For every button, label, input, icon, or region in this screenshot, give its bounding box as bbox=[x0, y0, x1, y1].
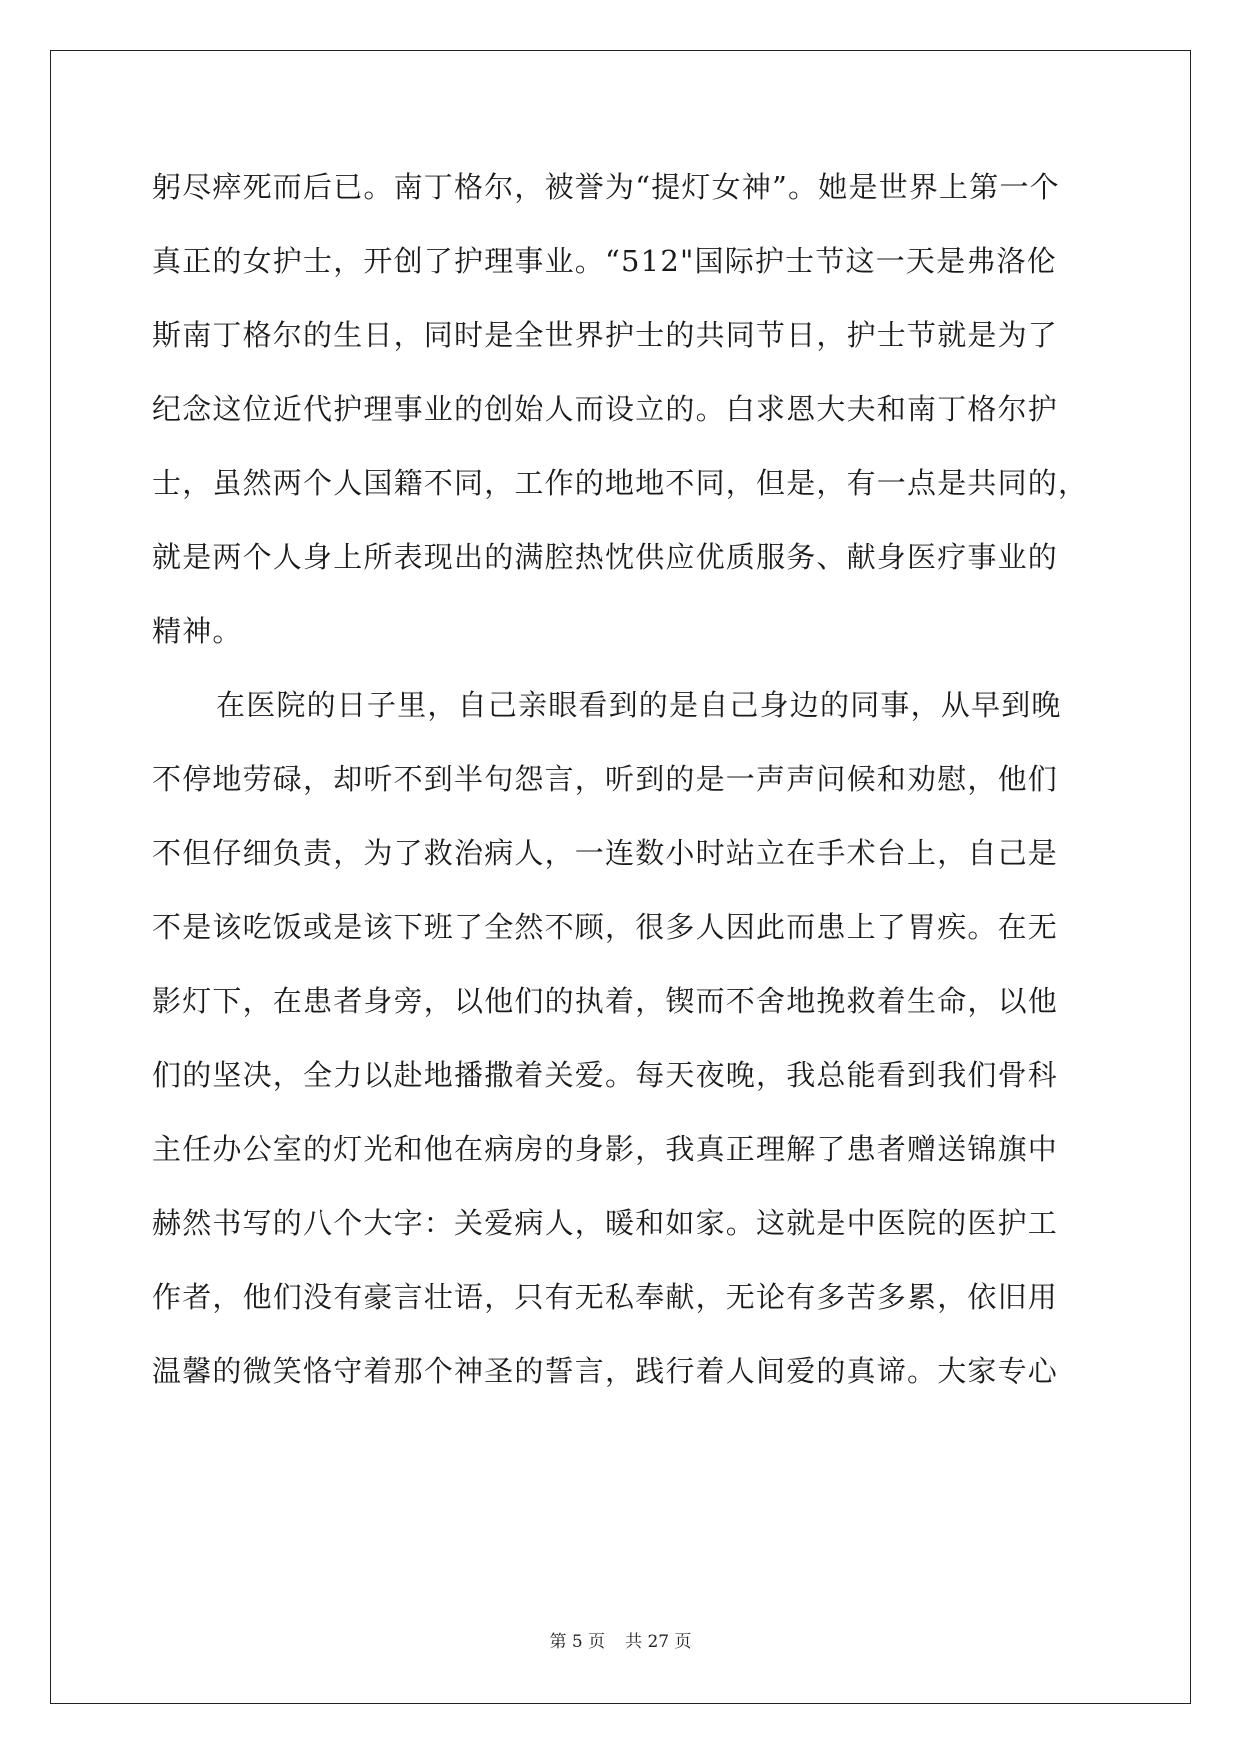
text-line: 真正的女护士，开创了护理事业。“512"国际护士节这一天是弗洛伦 bbox=[152, 244, 1057, 278]
paragraph-first-line: 在医院的日子里，自己亲眼看到的是自己身边的同事，从早到晚 bbox=[216, 688, 1062, 722]
text-line: 斯南丁格尔的生日，同时是全世界护士的共同节日，护士节就是为了 bbox=[152, 318, 1059, 352]
text-line: 纪念这位近代护理事业的创始人而设立的。白求恩大夫和南丁格尔护 bbox=[152, 392, 1059, 426]
text-line: 士，虽然两个人国籍不同，工作的地地不同，但是，有一点是共同的， bbox=[152, 466, 1089, 500]
text-line: 作者，他们没有豪言壮语，只有无私奉献，无论有多苦多累，依旧用 bbox=[152, 1280, 1059, 1314]
text-line: 躬尽瘁死而后已。南丁格尔，被誉为“提灯女神”。她是世界上第一个 bbox=[152, 170, 1060, 204]
text-line: 赫然书写的八个大字：关爱病人，暖和如家。这就是中医院的医护工 bbox=[152, 1206, 1059, 1240]
text-line: 温馨的微笑恪守着那个神圣的誓言，践行着人间爱的真谛。大家专心 bbox=[152, 1354, 1059, 1388]
text-line: 不是该吃饭或是该下班了全然不顾，很多人因此而患上了胃疾。在无 bbox=[152, 910, 1059, 944]
text-line: 精神。 bbox=[152, 614, 243, 648]
text-line: 们的坚决，全力以赴地播撒着关爱。每天夜晚，我总能看到我们骨科 bbox=[152, 1058, 1059, 1092]
text-line: 主任办公室的灯光和他在病房的身影，我真正理解了患者赠送锦旗中 bbox=[152, 1132, 1059, 1166]
page-total: 共 27 页 bbox=[625, 1632, 692, 1652]
document-body bbox=[152, 150, 1092, 1408]
text-line: 不但仔细负责，为了救治病人，一连数小时站立在手术台上，自己是 bbox=[152, 836, 1059, 870]
text-line: 不停地劳碌，却听不到半句怨言，听到的是一声声问候和劝慰，他们 bbox=[152, 762, 1059, 796]
text-line: 影灯下，在患者身旁，以他们的执着，锲而不舍地挽救着生命，以他 bbox=[152, 984, 1059, 1018]
page-footer bbox=[0, 1632, 1241, 1652]
text-line: 就是两个人身上所表现出的满腔热忱供应优质服务、献身医疗事业的 bbox=[152, 540, 1059, 574]
page-number: 第 5 页 bbox=[549, 1632, 606, 1652]
